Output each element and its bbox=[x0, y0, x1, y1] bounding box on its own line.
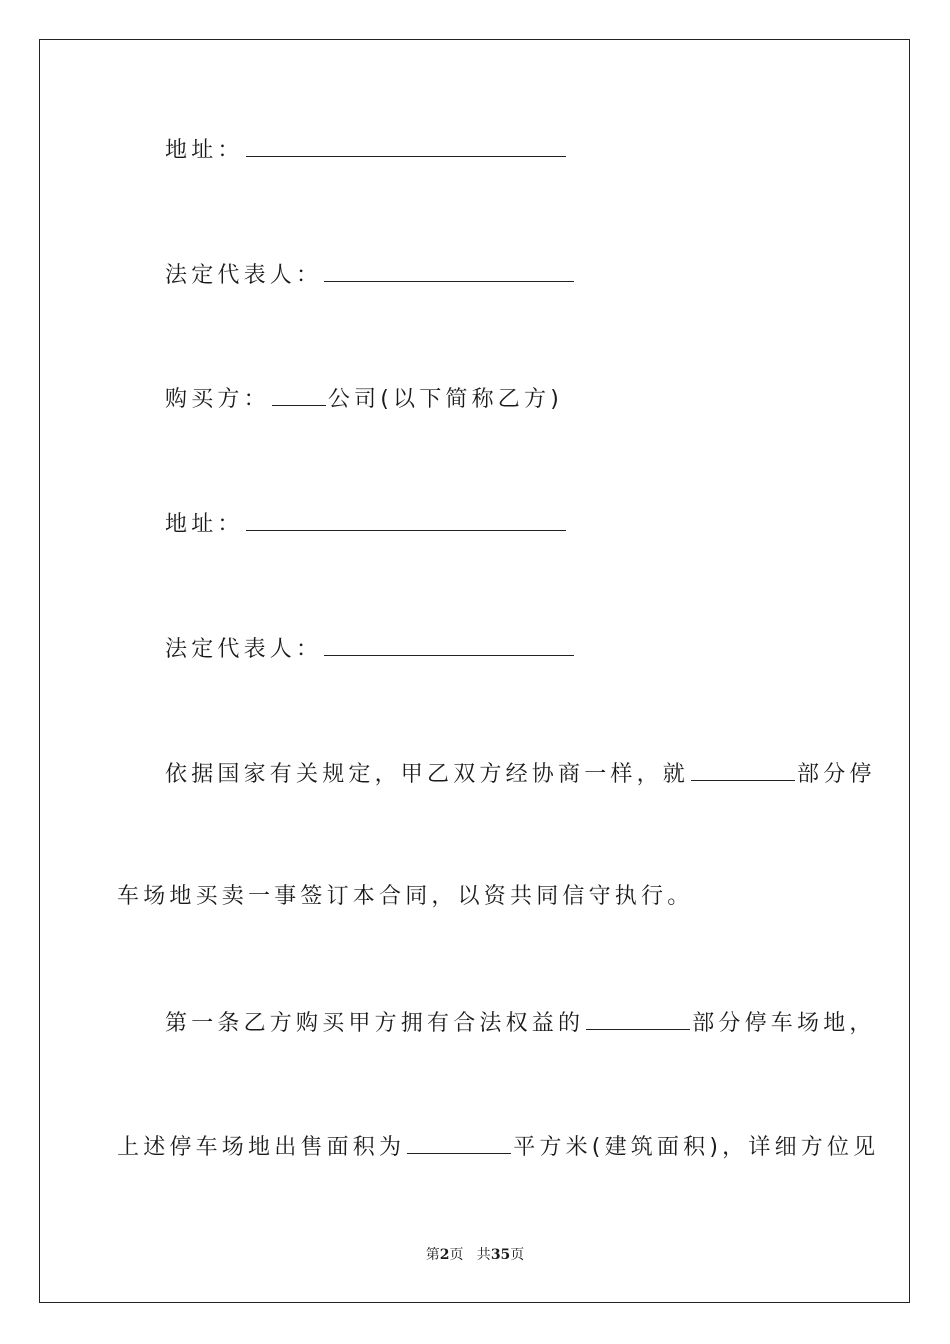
buyer-address-label: 地址： bbox=[165, 512, 244, 537]
buyer-line bbox=[165, 383, 563, 415]
footer-page-prefix: 第 bbox=[425, 1247, 440, 1263]
para2-text-a: 第一条乙方购买甲方拥有合法权益的 bbox=[165, 1011, 585, 1036]
para1-text-b: 部分停 bbox=[797, 762, 876, 787]
buyer-prefix: 购买方： bbox=[165, 387, 270, 412]
paragraph-2-line-1 bbox=[165, 1007, 876, 1039]
seller-address-label: 地址： bbox=[165, 138, 244, 163]
buyer-address-blank[interactable] bbox=[246, 508, 566, 531]
paragraph-2-line-2 bbox=[117, 1131, 879, 1163]
para2-text-d: 平方米(建筑面积)，详细方位见 bbox=[513, 1135, 880, 1160]
seller-rep-label: 法定代表人： bbox=[165, 263, 323, 288]
page-footer bbox=[0, 1246, 950, 1264]
para2-area-blank[interactable] bbox=[586, 1007, 690, 1030]
buyer-rep-label: 法定代表人： bbox=[165, 637, 323, 662]
footer-page-mid: 页 共 bbox=[449, 1247, 491, 1263]
para1-area-blank[interactable] bbox=[691, 758, 795, 781]
para2-sqm-blank[interactable] bbox=[407, 1131, 511, 1154]
seller-rep-blank[interactable] bbox=[324, 259, 574, 282]
footer-page-number: 2 bbox=[439, 1247, 450, 1263]
seller-address-line bbox=[165, 134, 568, 166]
para2-text-b: 部分停车场地， bbox=[692, 1011, 876, 1036]
buyer-rep-blank[interactable] bbox=[324, 633, 574, 656]
para1-text-a: 依据国家有关规定，甲乙双方经协商一样，就 bbox=[165, 762, 690, 787]
paragraph-1-line-1 bbox=[165, 758, 876, 790]
buyer-company-blank[interactable] bbox=[272, 383, 326, 406]
para2-text-c: 上述停车场地出售面积为 bbox=[117, 1135, 406, 1160]
buyer-suffix: 公司(以下简称乙方) bbox=[327, 387, 563, 412]
footer-page-suffix: 页 bbox=[510, 1247, 525, 1263]
buyer-rep-line bbox=[165, 633, 576, 665]
seller-address-blank[interactable] bbox=[246, 134, 566, 157]
footer-total-pages: 35 bbox=[490, 1247, 511, 1263]
para1-text-c: 车场地买卖一事签订本合同，以资共同信守执行。 bbox=[117, 884, 694, 909]
page-border bbox=[39, 39, 910, 1303]
paragraph-1-line-2 bbox=[117, 882, 693, 912]
seller-rep-line bbox=[165, 259, 576, 291]
buyer-address-line bbox=[165, 508, 568, 540]
